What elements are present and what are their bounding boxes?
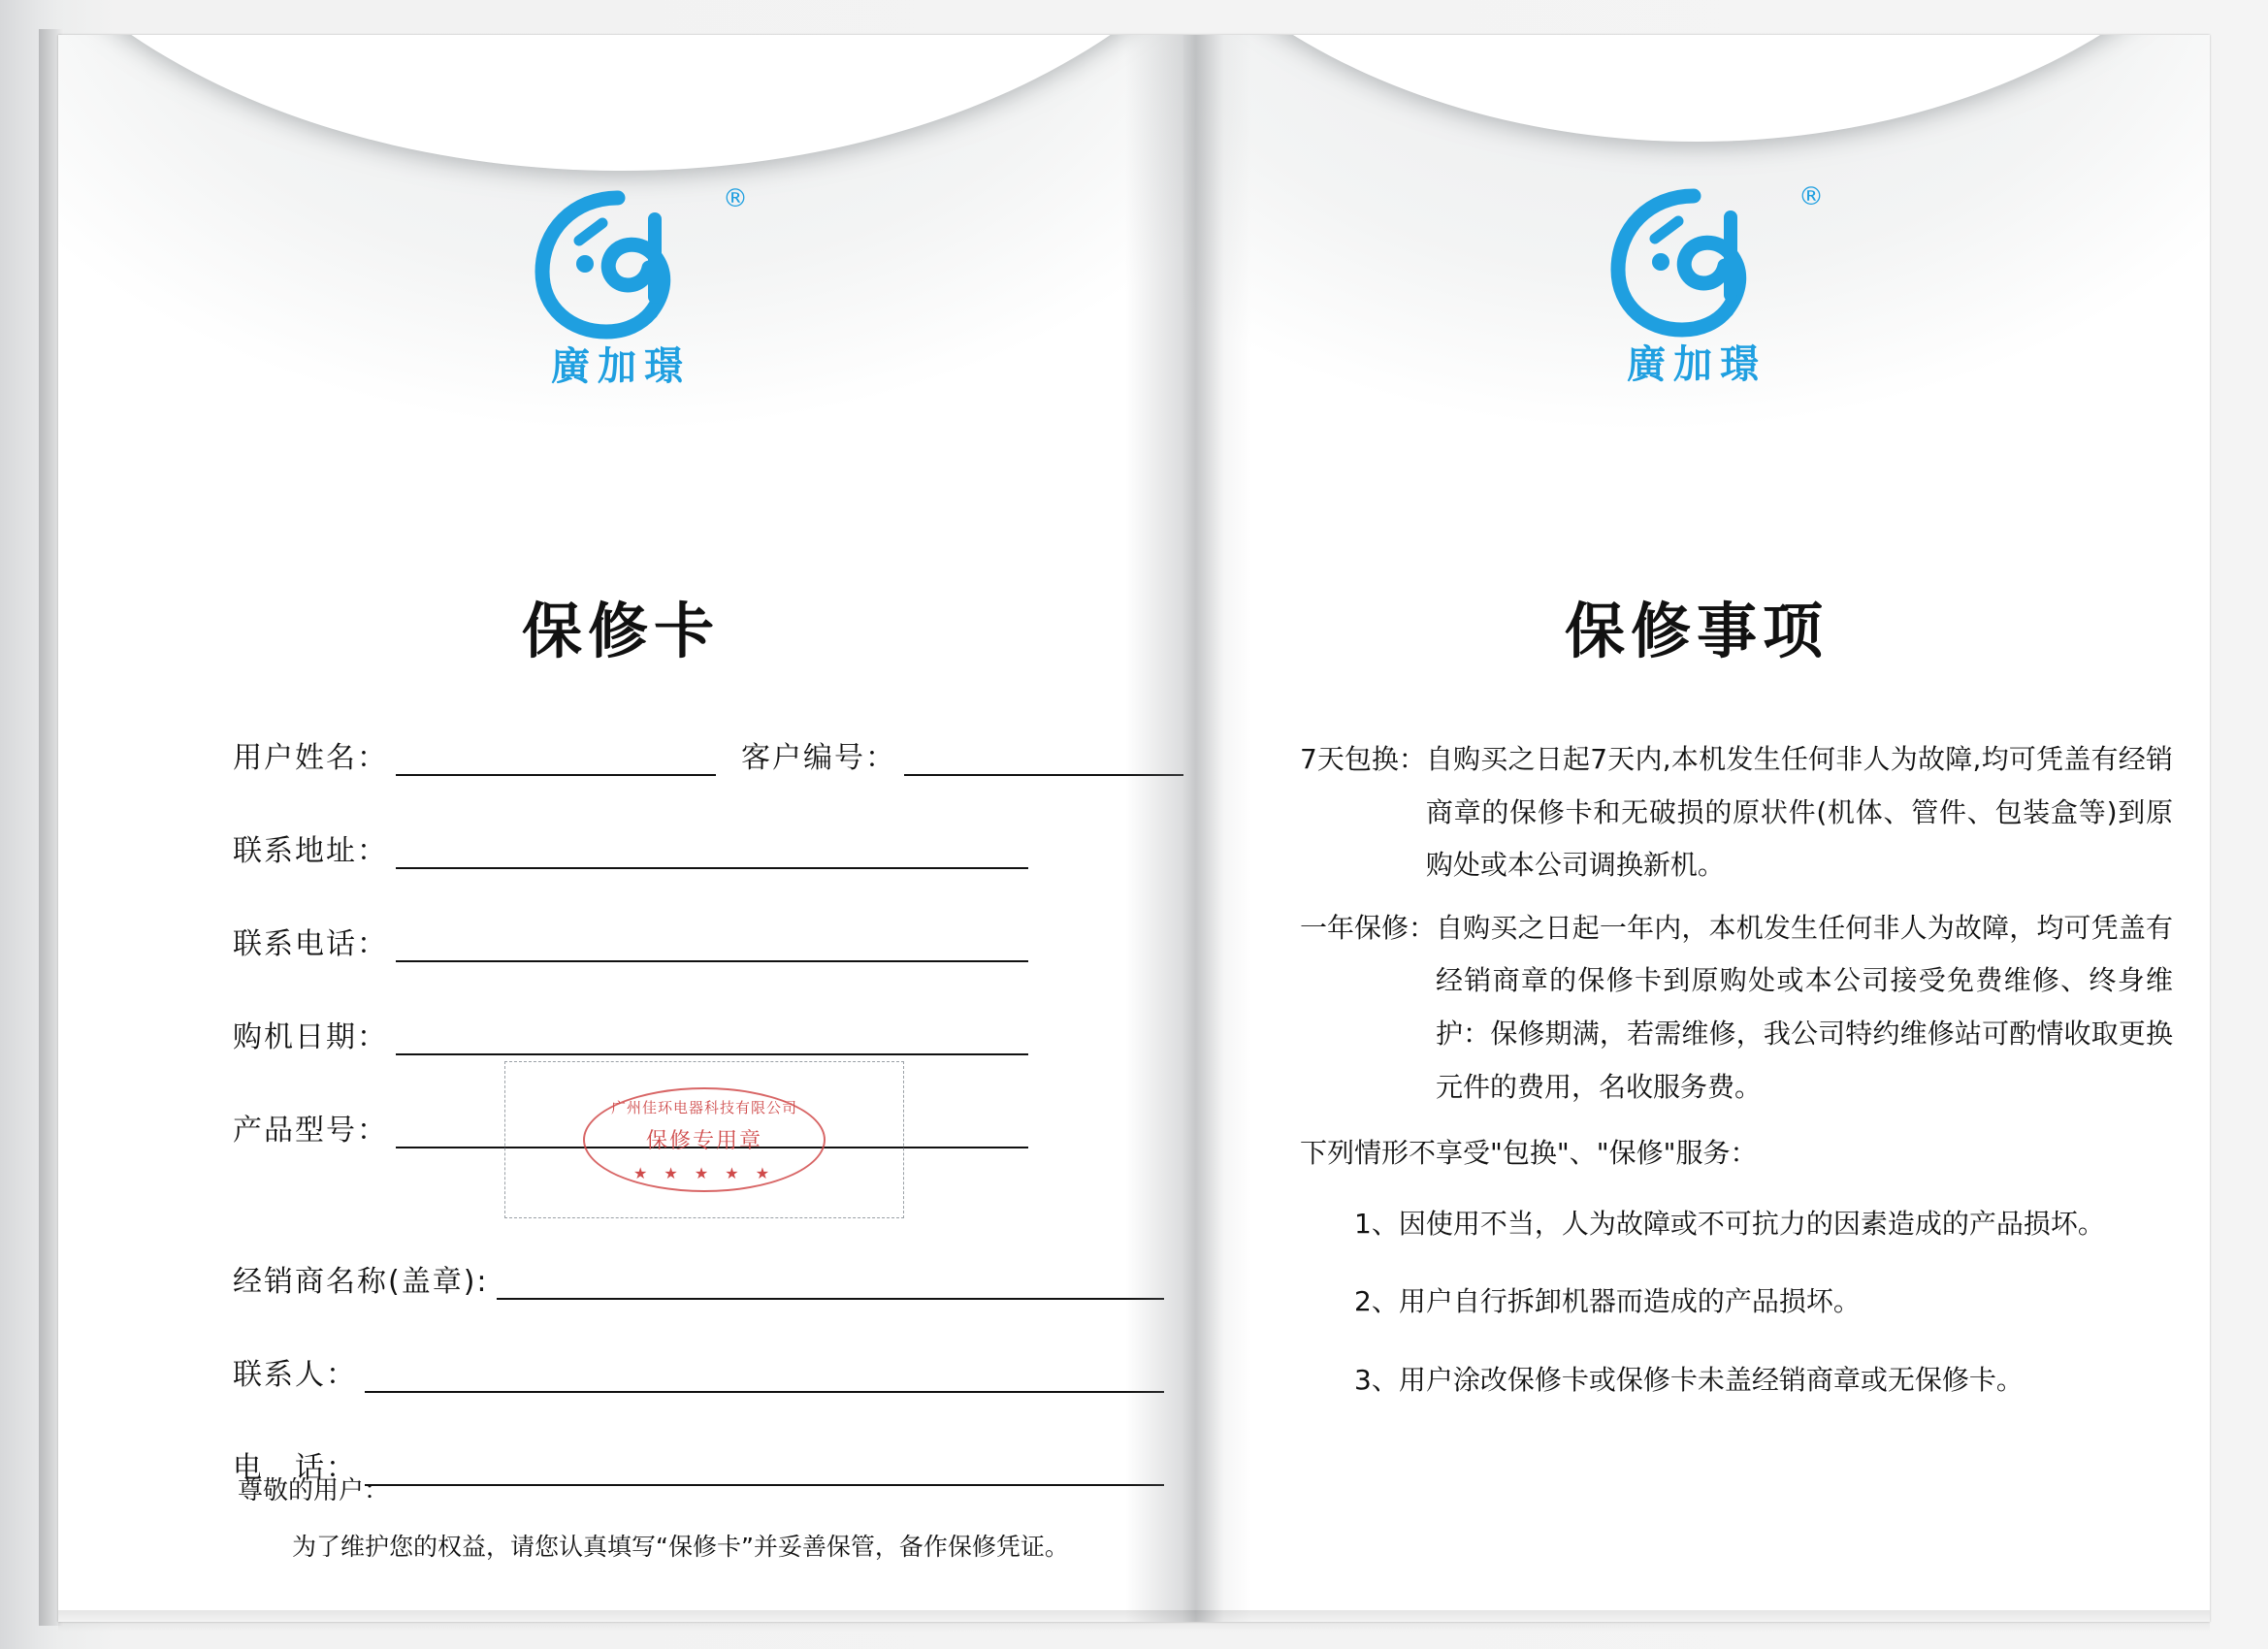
form-row-phone xyxy=(233,920,1028,962)
right-page-title: 保修事项 xyxy=(1564,596,1829,666)
company-logo-icon xyxy=(509,180,748,345)
warranty-terms xyxy=(1300,733,2173,1433)
brand-logo-right xyxy=(1183,178,2210,389)
booklet-spread xyxy=(58,35,2210,1622)
form-row-address xyxy=(233,826,1028,869)
exclusions-title: 下列情形不享受"包换"、"保修"服务： xyxy=(1300,1137,1758,1170)
label-phone: 联系电话： xyxy=(233,927,388,961)
brand-name-cn-right: 廣加璟 xyxy=(1627,341,1766,387)
exclusions-list xyxy=(1300,1198,2173,1407)
notice-body: 为了维护您的权益，请您认真填写“保修卡”并妥善保管，备作保修凭证。 xyxy=(292,1533,1069,1561)
form-row-purchase-date xyxy=(233,1013,1028,1055)
brand-name-cn: 廣加璟 xyxy=(551,343,691,389)
brand-logo-left xyxy=(58,180,1183,391)
label-customer-id: 客户编号： xyxy=(741,741,896,775)
seal-stars-icon: ★ ★ ★ ★ ★ xyxy=(632,1164,776,1182)
label-dealer-phone: 电 话： xyxy=(233,1451,357,1485)
left-page-title: 保修卡 xyxy=(521,596,720,666)
term-body-one-year: 自购买之日起一年内，本机发生任何非人为故障，均可凭盖有经销商章的保修卡到原购处或本公司接受免费维修、终身维护：保修期满，若需维修，我公司特约维修站可酌情收取更换元件的费用，名收服务费。 xyxy=(1436,911,2173,1103)
page-curve-shadow-right xyxy=(1183,35,2210,142)
form-row-dealer-name xyxy=(233,1257,1164,1300)
label-dealer-contact: 联系人： xyxy=(233,1358,357,1392)
seal-company-name: 广州佳环电器科技有限公司 xyxy=(610,1099,797,1116)
form-row-dealer-contact xyxy=(233,1350,1164,1393)
page-curve-shadow xyxy=(58,35,1183,171)
registered-trademark-icon-right: ® xyxy=(1798,182,1824,211)
input-customer-id[interactable] xyxy=(904,745,1183,776)
stamp-area xyxy=(504,1061,904,1218)
input-address[interactable] xyxy=(396,838,1028,869)
company-logo-icon-right xyxy=(1585,178,1824,343)
seal-purpose-text: 保修专用章 xyxy=(645,1129,762,1153)
exclusion-item-2: 2、用户自行拆卸机器而造成的产品损坏。 xyxy=(1354,1285,1861,1318)
bottom-edge-shadow xyxy=(58,1610,2210,1632)
company-seal xyxy=(583,1087,826,1192)
term-one-year-warranty xyxy=(1300,902,2173,1114)
exclusion-item-1: 1、因使用不当，人为故障或不可抗力的因素造成的产品损坏。 xyxy=(1354,1207,2105,1240)
notice-title: 尊敬的用户： xyxy=(238,1476,390,1505)
label-dealer-name: 经销商名称(盖章): xyxy=(233,1265,489,1299)
input-username[interactable] xyxy=(396,745,716,776)
label-username: 用户姓名： xyxy=(233,741,388,775)
input-phone[interactable] xyxy=(396,931,1028,962)
registered-trademark-icon: ® xyxy=(723,184,748,213)
input-purchase-date[interactable] xyxy=(396,1024,1028,1055)
label-product-model: 产品型号： xyxy=(233,1114,388,1148)
form-row-username xyxy=(233,733,1028,776)
term-7day-exchange xyxy=(1300,733,2173,892)
exclusion-item-3: 3、用户涂改保修卡或保修卡未盖经销商章或无保修卡。 xyxy=(1354,1363,2024,1396)
label-purchase-date: 购机日期： xyxy=(233,1020,388,1054)
term-head-7day: 7天包换： xyxy=(1300,743,1426,775)
term-head-one-year: 一年保修： xyxy=(1300,911,1437,944)
input-dealer-name[interactable] xyxy=(497,1269,1164,1300)
input-dealer-contact[interactable] xyxy=(365,1362,1164,1393)
label-address: 联系地址： xyxy=(233,834,388,868)
right-page-warranty-terms xyxy=(1183,35,2210,1622)
term-body-7day: 自购买之日起7天内,本机发生任何非人为故障,均可凭盖有经销商章的保修卡和无破损的原状件(机体、管件、包装盒等)到原购处或本公司调换新机。 xyxy=(1425,743,2173,882)
left-page-warranty-card xyxy=(58,35,1183,1622)
user-notice xyxy=(238,1471,1150,1563)
